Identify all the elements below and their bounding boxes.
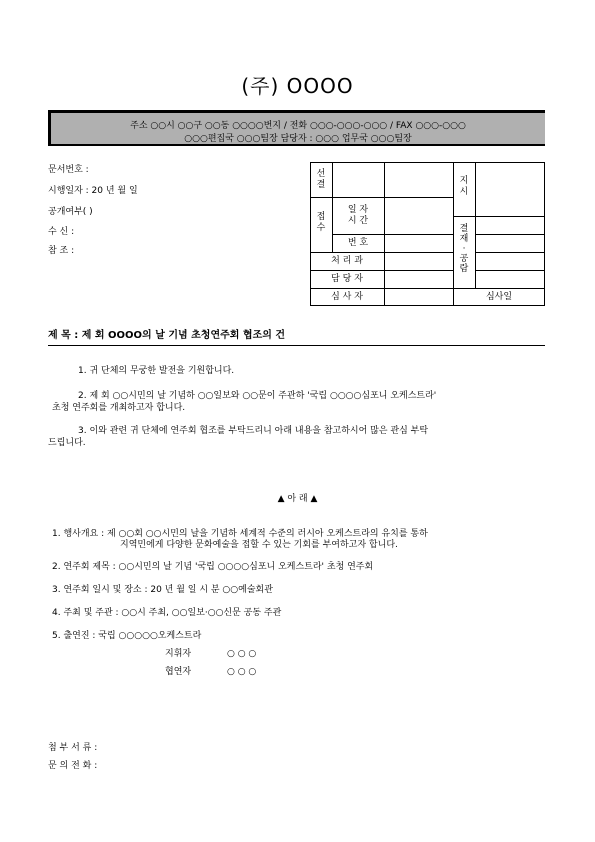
conductor-name: ○ ○ ○ bbox=[227, 649, 257, 659]
person-in-charge-label: 담 당 자 bbox=[331, 274, 363, 284]
paragraph-2-line-2: 초청 연주회를 개최하고자 합니다. bbox=[52, 403, 186, 413]
review-date-label: 심사일 bbox=[485, 292, 513, 302]
paragraph-3-line-2: 드립니다. bbox=[48, 438, 86, 448]
jeopsu-label: 접 수 bbox=[316, 212, 326, 233]
approval-table bbox=[310, 162, 545, 306]
recipient: 수 신 : bbox=[48, 227, 75, 237]
item-1-line-2: 지역민에게 다양한 문화예술을 접할 수 있는 기회를 부여하고자 합니다. bbox=[120, 540, 398, 550]
letterhead-address: 주소 ○○시 ○○구 ○○동 ○○○○번지 / 전화 ○○○-○○○-○○○ / FAX ○○○-○○○ bbox=[130, 121, 466, 131]
notice-heading: ▲ 아 래 ▲ bbox=[277, 494, 318, 504]
paragraph-3-line-1: 3. 이와 관련 귀 단체에 연주회 협조를 부탁드리니 아래 내용을 참고하시어 많은 관심 부탁 bbox=[78, 426, 429, 436]
approval-review-label: 결 재 · 공 람 bbox=[459, 224, 469, 274]
jisi-label: 지 시 bbox=[459, 176, 469, 197]
item-4: 4. 주최 및 주관 : ○○시 주최, ○○일보·○○신문 공동 주관 bbox=[52, 608, 282, 618]
disclosure-status: 공개여부( ) bbox=[48, 207, 93, 217]
item-5: 5. 출연진 : 국립 ○○○○○오케스트라 bbox=[52, 631, 202, 641]
attachments-label: 첨 부 서 류 : bbox=[48, 743, 98, 753]
divider bbox=[48, 345, 545, 346]
item-2: 2. 연주회 제목 : ○○시민의 날 기념 '국립 ○○○○심포니 오케스트라' 초청 연주회 bbox=[52, 562, 374, 572]
issue-date: 시행일자 : 20 년 월 일 bbox=[48, 186, 138, 196]
performer-name: ○ ○ ○ bbox=[227, 667, 257, 677]
conductor-label: 지휘자 bbox=[165, 649, 192, 659]
letterhead-box bbox=[48, 110, 545, 146]
paragraph-1: 1. 귀 단체의 무궁한 발전을 기원합니다. bbox=[78, 366, 235, 376]
reference: 참 조 : bbox=[48, 246, 75, 256]
item-3: 3. 연주회 일시 및 장소 : 20 년 월 일 시 분 ○○예술회관 bbox=[52, 585, 273, 595]
contact-label: 문 의 전 화 : bbox=[48, 761, 98, 771]
reviewer-label: 심 사 자 bbox=[331, 292, 363, 302]
performer-label: 협연자 bbox=[165, 667, 192, 677]
item-1-line-1: 1. 행사개요 : 제 ○○회 ○○시민의 날을 기념하 세계적 수준의 러시아 오케스트라의 유치를 통하 bbox=[52, 529, 428, 539]
date-time-label: 일 자 시 간 bbox=[347, 205, 369, 226]
subject-line: 제 목 : 제 회 OOOO의 날 기념 초청연주회 협조의 건 bbox=[48, 330, 286, 341]
processing-dept-label: 처 리 과 bbox=[331, 256, 363, 266]
number-label: 번 호 bbox=[347, 238, 369, 248]
document-title: (주) OOOO bbox=[241, 74, 354, 98]
doc-number: 문서번호 : bbox=[48, 165, 89, 175]
letterhead-contacts: ○○○편집국 ○○○팀장 담당자 : ○○○ 업무국 ○○○팀장 bbox=[184, 134, 412, 144]
seon-gyeol-label: 선 결 bbox=[316, 169, 326, 190]
paragraph-2-line-1: 2. 제 회 ○○시민의 날 기념하 ○○일보와 ○○문이 주관하 '국립 ○○○○심포니 오케스트라' bbox=[78, 391, 437, 401]
